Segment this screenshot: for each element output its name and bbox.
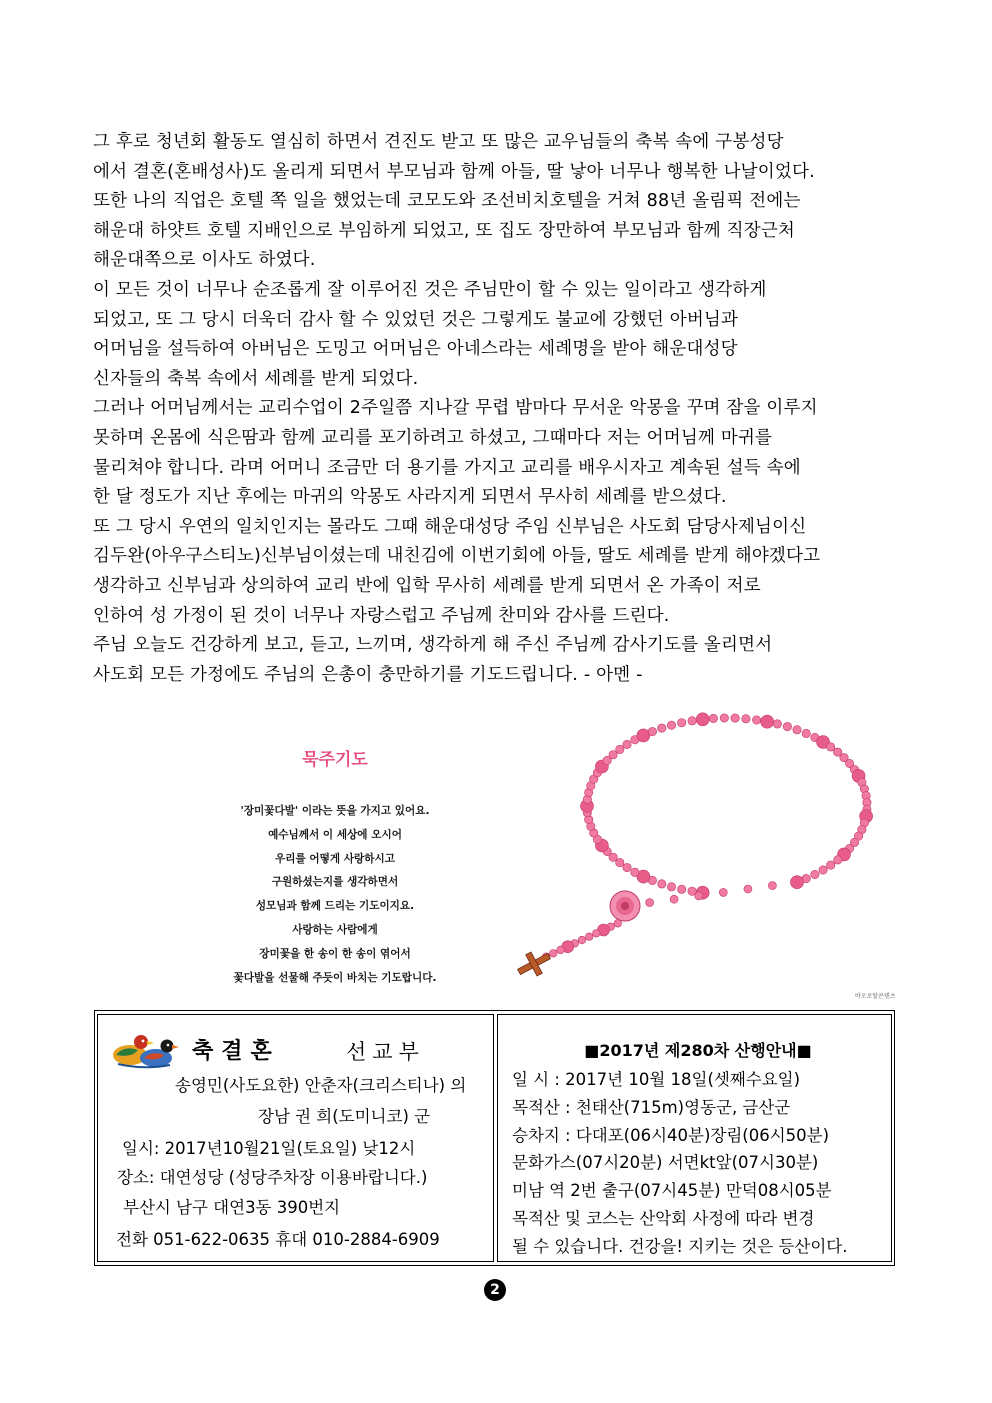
rosary-rose bbox=[811, 870, 819, 878]
hiking-line: 목적산 : 천태산(715m)영동군, 금산군 bbox=[512, 1097, 791, 1117]
rosary-rose bbox=[667, 883, 675, 891]
rosary-rose bbox=[646, 899, 654, 907]
rosary-rose bbox=[678, 719, 686, 727]
wedding-address: 부산시 남구 대연3동 390번지 bbox=[123, 1198, 341, 1217]
text-line: 사도회 모든 가정에도 주님의 은총이 충만하기를 기도드립니다. - 아멘 - bbox=[93, 664, 643, 685]
text-line: 못하며 온몸에 식은땀과 함께 교리를 포기하려고 하셨고, 그때마다 저는 어머님께 마귀를 bbox=[93, 427, 773, 448]
rosary-line: 성모님과 함께 드리는 기도이지요. bbox=[255, 900, 415, 913]
text-line: 그 후로 청년회 활동도 열심히 하면서 견진도 받고 또 많은 교우님들의 축복 속에 구봉성당 bbox=[93, 132, 784, 152]
text-line: 해운대쪽으로 이사도 하였다. bbox=[93, 250, 316, 271]
text-line: 한 달 정도가 지난 후에는 마귀의 악몽도 사라지게 되면서 무사히 세례를 받으셨다. bbox=[93, 487, 727, 508]
text-line: 또한 나의 직업은 호텔 쪽 일을 했었는데 코모도와 조선비치호텔을 거쳐 88년 올림픽 전에는 bbox=[93, 191, 801, 212]
rosary-bead bbox=[761, 715, 774, 728]
rosary-rose bbox=[731, 714, 739, 722]
rosary-rose bbox=[793, 726, 801, 734]
rosary-rose bbox=[742, 715, 750, 723]
rosary-rose bbox=[695, 892, 703, 900]
wedding-place: 장소: 대연성당 (성당주차장 이용바랍니다.) bbox=[117, 1168, 428, 1187]
rosary-rose bbox=[593, 930, 601, 938]
rosary-rose bbox=[827, 861, 835, 869]
rosary-bead bbox=[696, 713, 709, 726]
rosary-rose bbox=[658, 724, 666, 732]
rosary-line: 우리를 어떻게 사랑하시고 bbox=[275, 852, 395, 865]
text-line: 신자들의 축복 속에서 세례를 받게 되었다. bbox=[93, 368, 419, 389]
rosary-rose bbox=[744, 885, 752, 893]
rosary-rose bbox=[557, 946, 565, 954]
rosary-rose bbox=[720, 714, 728, 722]
text-line: 에서 결혼(혼배성사)도 올리게 되면서 부모님과 함께 아들, 딸 낳아 너무나 행복한 나날이었다. bbox=[93, 161, 815, 182]
rosary-rose bbox=[719, 888, 727, 896]
page-number: 2 bbox=[484, 1279, 506, 1301]
rosary-rose bbox=[667, 721, 675, 729]
rosary-line: 장미꽃을 한 송이 한 송이 엮어서 bbox=[259, 947, 411, 960]
wedding-date: 일시: 2017년10월21일(토요일) 낮12시 bbox=[122, 1139, 416, 1158]
rosary-rose bbox=[614, 920, 622, 928]
text-line: 생각하고 신부님과 상의하여 교리 반에 입학 무사히 세례를 받게 되면서 온 가족이 저로 bbox=[93, 575, 761, 596]
rosary-rose bbox=[616, 745, 624, 753]
rosary-rose bbox=[585, 933, 593, 941]
text-line: 물리쳐야 합니다. 라며 어머니 조금만 더 용기를 가지고 교리를 배우시자고 계속된 설득 속에 bbox=[93, 457, 801, 478]
rosary-rose bbox=[623, 863, 631, 871]
image-credit: 바오로딸콘텐츠 bbox=[855, 993, 896, 1000]
rosary-line: 꽃다발을 선물해 주듯이 바치는 기도랍니다. bbox=[233, 971, 437, 984]
wedding-parents: 송영민(사도요한) 안춘자(크리스티나) 의 bbox=[175, 1076, 467, 1095]
rosary-rose bbox=[834, 856, 842, 864]
rosary-rose bbox=[827, 743, 835, 751]
rosary-rose bbox=[819, 866, 827, 874]
hiking-line: 될 수 있습니다. 건강을! 지키는 것은 등산이다. bbox=[512, 1236, 848, 1256]
text-line: 되었고, 또 그 당시 더욱더 감사 할 수 있었던 것은 그렇게도 불교에 강했던 아버님과 bbox=[93, 309, 739, 330]
hiking-notice bbox=[512, 1036, 884, 1261]
rosary-rose bbox=[802, 729, 810, 737]
rosary-rose bbox=[648, 727, 656, 735]
wedding-title: 축결혼 bbox=[192, 1038, 280, 1064]
hiking-line: 목적산 및 코스는 산악회 사정에 따라 변경 bbox=[512, 1208, 815, 1228]
rosary-rose bbox=[752, 716, 760, 724]
rosary-line: 예수님께서 이 세상에 오시어 bbox=[268, 828, 402, 841]
mandarin-ducks-icon bbox=[108, 1028, 180, 1070]
wedding-header bbox=[108, 1026, 488, 1070]
rosary-center-rose-core bbox=[621, 902, 629, 910]
text-line: 해운대 하얏트 호텔 지배인으로 부임하게 되었고, 또 집도 장만하여 부모님과 함께 직장근처 bbox=[93, 220, 796, 241]
rosary-rose bbox=[631, 868, 639, 876]
testimony-text bbox=[93, 128, 905, 690]
rosary-rose bbox=[550, 950, 558, 958]
hiking-line: 미남 역 2번 출구(07시45분) 만덕08시05분 bbox=[512, 1181, 832, 1201]
text-line: 그러나 어머님께서는 교리수업이 2주일쯤 지나갈 무렵 밤마다 무서운 악몽을 꾸며 잠을 이루지 bbox=[93, 398, 818, 419]
rosary-rose bbox=[768, 882, 776, 890]
rosary-rose bbox=[678, 885, 686, 893]
rosary-rose bbox=[688, 717, 696, 725]
text-line: 이 모든 것이 너무나 순조롭게 잘 이루어진 것은 주님만이 할 수 있는 일이라고 생각하게 bbox=[93, 279, 767, 300]
rosary-rose bbox=[658, 880, 666, 888]
rosary-rose bbox=[623, 740, 631, 748]
wedding-department: 선교부 bbox=[346, 1040, 425, 1064]
text-line: 또 그 당시 우연의 일치인지는 몰라도 그때 해운대성당 주임 신부님은 사도회 담당사제님이신 bbox=[93, 516, 807, 537]
hiking-line: 문화가스(07시20분) 서면kt앞(07시30분) bbox=[512, 1153, 819, 1173]
rosary-line: 구원하셨는지를 생각하면서 bbox=[271, 876, 399, 889]
rosary-bead bbox=[637, 729, 650, 742]
rosary-explanation bbox=[170, 745, 500, 990]
rosary-bead bbox=[791, 876, 804, 889]
wedding-phone: 전화 051-622-0635 휴대 010-2884-6909 bbox=[116, 1230, 440, 1249]
rosary-rose bbox=[709, 714, 717, 722]
rosary-line: '장미꽃다발' 이라는 뜻을 가지고 있어요. bbox=[240, 805, 430, 817]
rosary-title: 묵주기도 bbox=[302, 750, 368, 770]
hiking-title: ■2017년 제280차 산행안내■ bbox=[584, 1041, 812, 1060]
text-line: 어머님을 설득하여 아버님은 도밍고 어머님은 아네스라는 세례명을 받아 해운대성당 bbox=[93, 339, 738, 360]
rosary-rose bbox=[670, 895, 678, 903]
text-line: 주님 오늘도 건강하게 보고, 듣고, 느끼며, 생각하게 해 주신 주님께 감사기도를 올리면서 bbox=[93, 635, 773, 656]
wedding-groom: 장남 권 희(도미니코) 군 bbox=[258, 1107, 431, 1126]
rosary-rose bbox=[578, 936, 586, 944]
text-line: 인하여 성 가정이 된 것이 너무나 자랑스럽고 주님께 찬미와 감사를 드린다. bbox=[93, 605, 670, 626]
rosary-rose bbox=[783, 722, 791, 730]
text-line: 김두완(아우구스티노)신부님이셨는데 내친김에 이번기회에 아들, 딸도 세례를 받게 해야겠다고 bbox=[93, 546, 821, 567]
hiking-line: 승차지 : 다대포(06시40분)장림(06시50분) bbox=[512, 1125, 830, 1145]
rosary-rose bbox=[773, 720, 781, 728]
rosary-line: 사랑하는 사람에게 bbox=[292, 923, 378, 936]
rosary-illustration bbox=[495, 706, 890, 986]
hiking-line: 일 시 : 2017년 10월 18일(셋째수요일) bbox=[512, 1070, 801, 1089]
